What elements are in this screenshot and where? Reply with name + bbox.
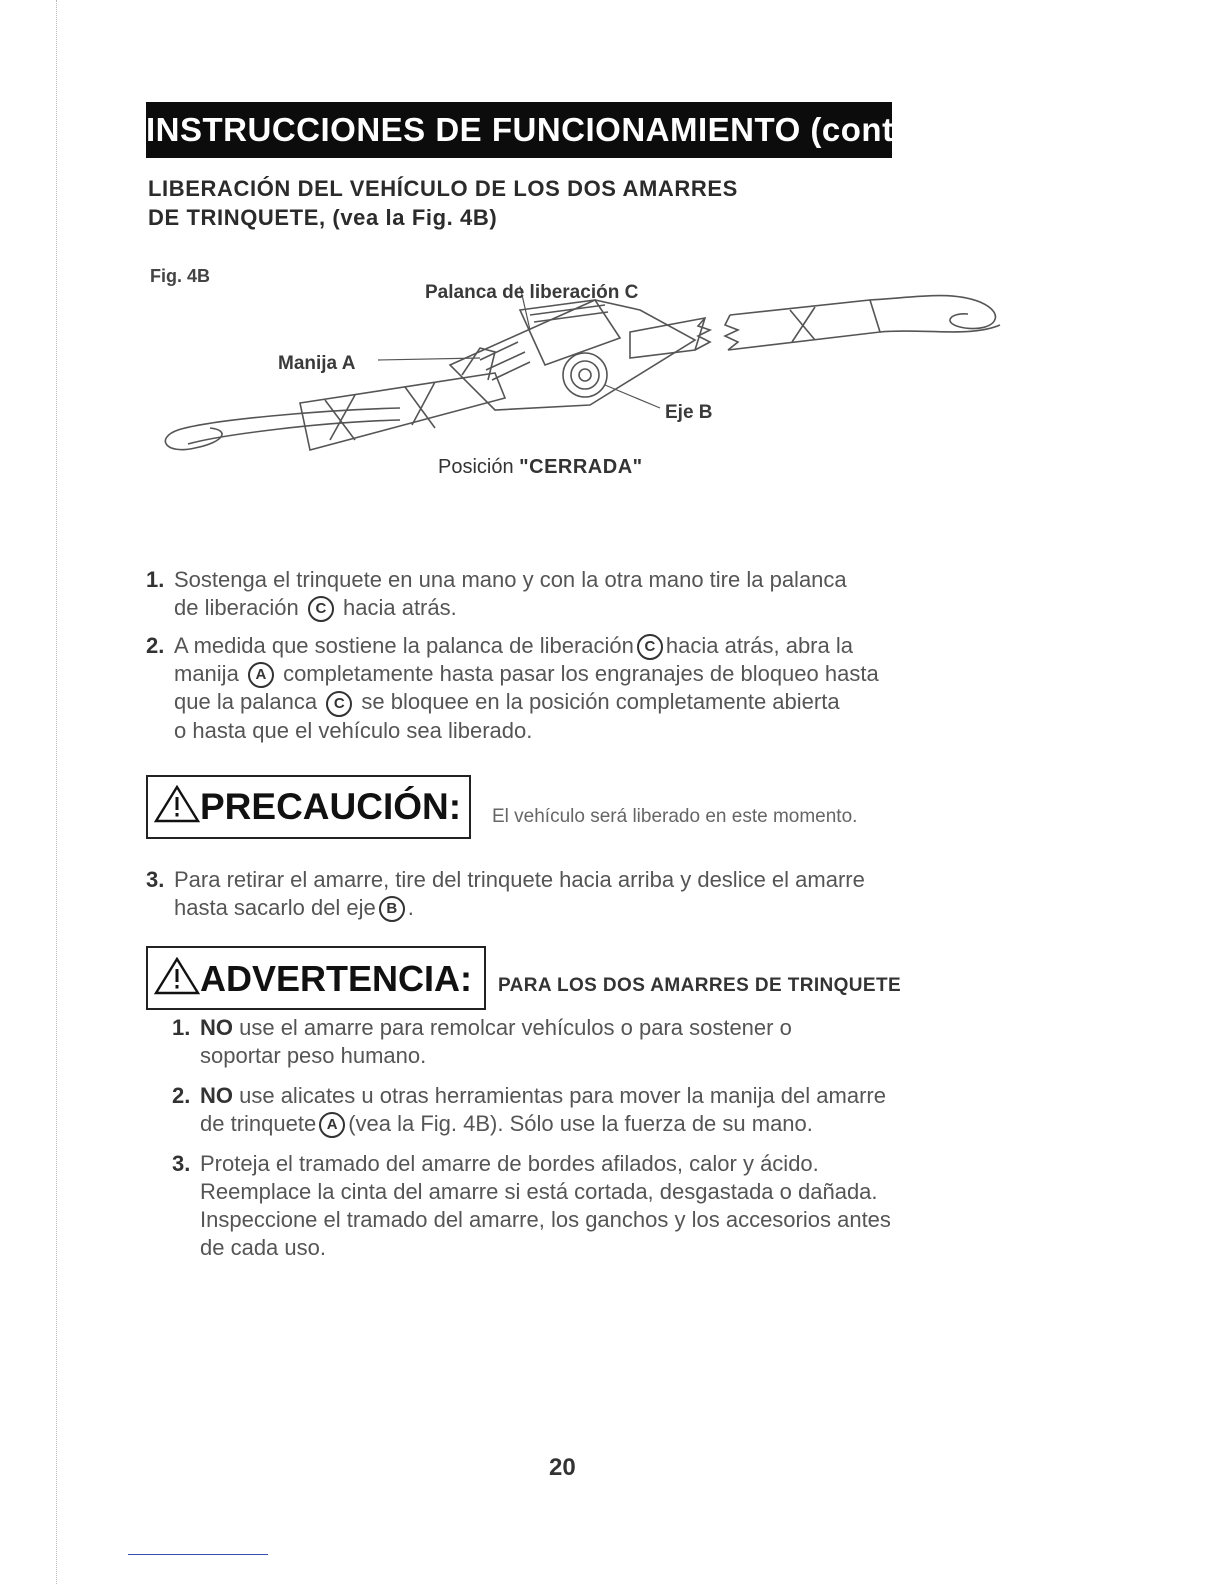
step-number: 1. [146, 567, 165, 592]
emphasis-no: NO [200, 1083, 233, 1108]
caption-prefix: Posición [438, 456, 520, 478]
footer-rule [128, 1554, 268, 1555]
callout-letter-badge: A [248, 662, 274, 688]
callout-letter-badge: C [308, 596, 334, 622]
step-text: completamente hasta pasar los engranajes de bloqueo hasta [283, 661, 879, 687]
item-number: 1. [172, 1015, 191, 1040]
axle-b [563, 353, 607, 397]
section-banner: INSTRUCCIONES DE FUNCIONAMIENTO (cont.) [146, 102, 892, 158]
figure-caption [438, 456, 643, 479]
step-text: hasta sacarlo del eje [174, 895, 376, 920]
caution-label: PRECAUCIÓN: [200, 786, 462, 827]
section-title-line2: DE TRINQUETE, (vea la Fig. 4B) [148, 205, 498, 230]
emphasis-no: NO [200, 1015, 233, 1040]
step-line [174, 594, 847, 622]
step-line: Para retirar el amarre, tire del trinquete hacia arriba y deslice el amarre [174, 867, 865, 892]
step-line: Sostenga el trinquete en una mano y con la otra mano tire la palanca [174, 567, 847, 592]
step-text: hacia atrás. [343, 595, 457, 620]
step-line [174, 660, 879, 688]
caution-label-box [146, 775, 471, 839]
step-line [174, 688, 879, 716]
item-line: Reemplace la cinta del amarre si está cortada, desgastada o dañada. [200, 1179, 878, 1204]
callout-handle: Manija A [278, 353, 356, 374]
step-number: 2. [146, 633, 165, 658]
warning-heading: PARA LOS DOS AMARRES DE TRINQUETE [498, 975, 902, 996]
item-text: use el amarre para remolcar vehículos o para sostener o [233, 1015, 792, 1040]
step-line [174, 632, 879, 660]
page-number: 20 [549, 1454, 576, 1481]
item-text: (vea la Fig. 4B). Sólo use la fuerza de su mano. [348, 1111, 813, 1136]
item-line: soportar peso humano. [200, 1043, 427, 1068]
item-number: 3. [172, 1151, 191, 1176]
warning-label-box [146, 946, 486, 1010]
callout-letter-badge: C [637, 634, 663, 660]
step-text: que la palanca [174, 689, 318, 715]
callout-letter-badge: B [379, 896, 405, 922]
caution-text: El vehículo será liberado en este momento. [492, 806, 858, 827]
step-line: o hasta que el vehículo sea liberado. [174, 717, 533, 743]
warning-triangle-icon [154, 957, 200, 995]
item-line [200, 1110, 886, 1138]
step-text: manija [174, 661, 239, 687]
item-line [200, 1082, 886, 1110]
step-text: de liberación [174, 595, 299, 620]
item-text: use alicates u otras herramientas para mover la manija del amarre [233, 1083, 886, 1108]
item-line: de cada uso. [200, 1235, 326, 1260]
warning-label: ADVERTENCIA: [200, 958, 473, 999]
callout-axle: Eje B [665, 402, 713, 423]
step-text: se bloquee en la posición completamente abierta [361, 689, 840, 715]
callout-letter-badge: C [326, 691, 352, 717]
item-line: Inspeccione el tramado del amarre, los ganchos y los accesorios antes [200, 1207, 891, 1232]
callout-release-lever: Palanca de liberación C [425, 282, 639, 303]
right-hook [870, 296, 995, 329]
item-line: Proteja el tramado del amarre de bordes afilados, calor y ácido. [200, 1151, 819, 1176]
step-text: A medida que sostiene la palanca de liberación [174, 633, 634, 658]
step-number: 3. [146, 867, 165, 892]
step-line [174, 894, 865, 922]
step-text: . [407, 895, 414, 920]
figure-label: Fig. 4B [150, 266, 211, 286]
callout-letter-badge: A [319, 1112, 345, 1138]
item-line [200, 1014, 792, 1042]
step-text: hacia atrás, abra la [665, 633, 853, 658]
item-number: 2. [172, 1083, 191, 1108]
page-edge-line [56, 0, 57, 1584]
section-title [148, 174, 1048, 232]
caption-state: "CERRADA" [519, 456, 643, 478]
section-title-line1: LIBERACIÓN DEL VEHÍCULO DE LOS DOS AMARRES [148, 176, 738, 201]
warning-triangle-icon [154, 785, 200, 823]
item-text: de trinquete [200, 1111, 317, 1136]
